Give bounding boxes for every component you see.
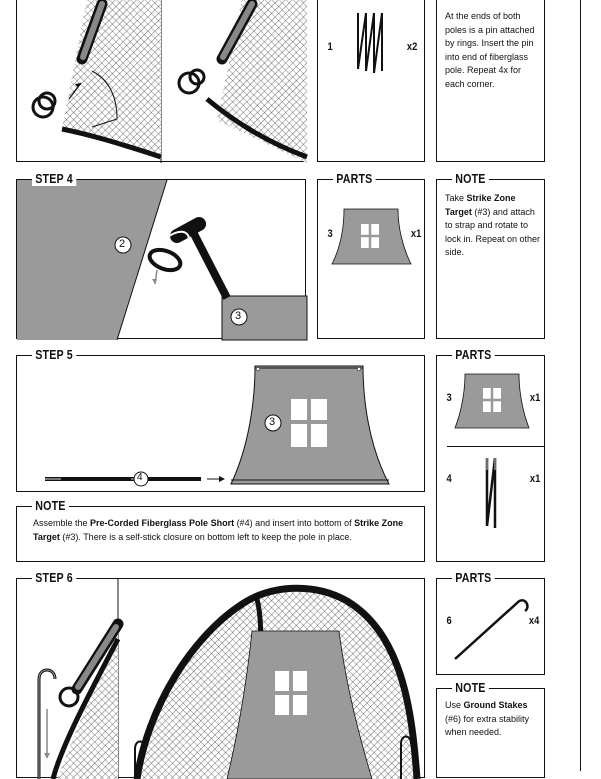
step4-box [16,179,306,339]
step6-part-number: 6 [446,615,452,627]
step5-part-3-number: 3 [446,392,452,404]
step3-illustration [17,0,307,163]
step5-part-4-number: 4 [446,473,452,485]
step5-note-box [16,506,425,562]
step6-part-qty: x4 [528,615,540,627]
step4-parts-title: PARTS [333,172,376,186]
step3-part-qty: x2 [406,41,418,53]
step5-title: STEP 5 [32,348,76,362]
ground-stake-icon [451,589,531,669]
step5-note-title: NOTE [32,499,69,513]
note-text-part: Assemble the [33,518,91,528]
note-bold-part: Strike Zone Target [33,518,404,542]
step5-part-3-qty: x1 [529,392,541,404]
step5-box [16,355,425,492]
step4-note-text [445,192,541,260]
step6-title: STEP 6 [32,571,76,585]
step5-parts-box [436,355,545,562]
step4-note-box [436,179,545,339]
step6-parts-box [436,578,545,675]
note-text-part: (#6) for extra stability when needed. [445,713,530,737]
step3-parts-box [317,0,425,162]
step3-note-text: At the ends of both poles is a pin attached by rings. Insert the pin into end of fiberglass pole. Repeat 4x for each corner. [445,11,535,89]
step4-illustration [17,180,307,340]
step3-illustration-box [16,0,306,162]
step6-note-title: NOTE [452,681,489,695]
step6-note-box [436,688,545,778]
note-bold-part: Pre-Corded Fiberglass Pole Short [90,518,235,528]
step6-illustration [17,579,426,779]
callout-4: 4 [137,472,143,483]
callout-2: 2 [119,238,126,250]
fiberglass-pole-short-icon [482,456,502,536]
note-text-part: (#3). There is a self-stick closure on bottom left to keep the pole in place. [59,531,352,542]
note-text-part: Take [445,193,467,203]
step4-part-qty: x1 [410,228,422,240]
note-text-part: (#3) and attach to strap and rotate to lock in. Repeat on other side. [445,206,541,257]
note-text-part: Use [445,700,464,710]
note-bold-part: Ground Stakes [463,700,528,710]
step6-box [16,578,425,778]
step3-part-number: 1 [327,41,333,53]
step5-parts-title: PARTS [452,348,495,362]
step3-note-box [436,0,545,162]
step6-note-text [445,699,541,740]
step5-part-4-qty: x1 [529,473,541,485]
pin-poles-icon [354,11,394,81]
callout-3: 3 [235,310,242,322]
strike-zone-target-icon [336,206,406,266]
callout-3: 3 [269,416,276,428]
note-bold-part: Strike Zone Target [445,193,516,217]
parts-divider [447,446,544,447]
note-text-part: (#4) and insert into bottom of [234,518,355,528]
page-margin-line [580,0,581,771]
step5-illustration [17,356,426,493]
strike-zone-target-icon [457,372,527,432]
step6-parts-title: PARTS [452,571,495,585]
step4-title: STEP 4 [32,172,76,186]
step4-parts-box [317,179,425,339]
step4-note-title: NOTE [452,172,489,186]
step4-part-number: 3 [327,228,333,240]
step5-note-text [33,517,418,544]
